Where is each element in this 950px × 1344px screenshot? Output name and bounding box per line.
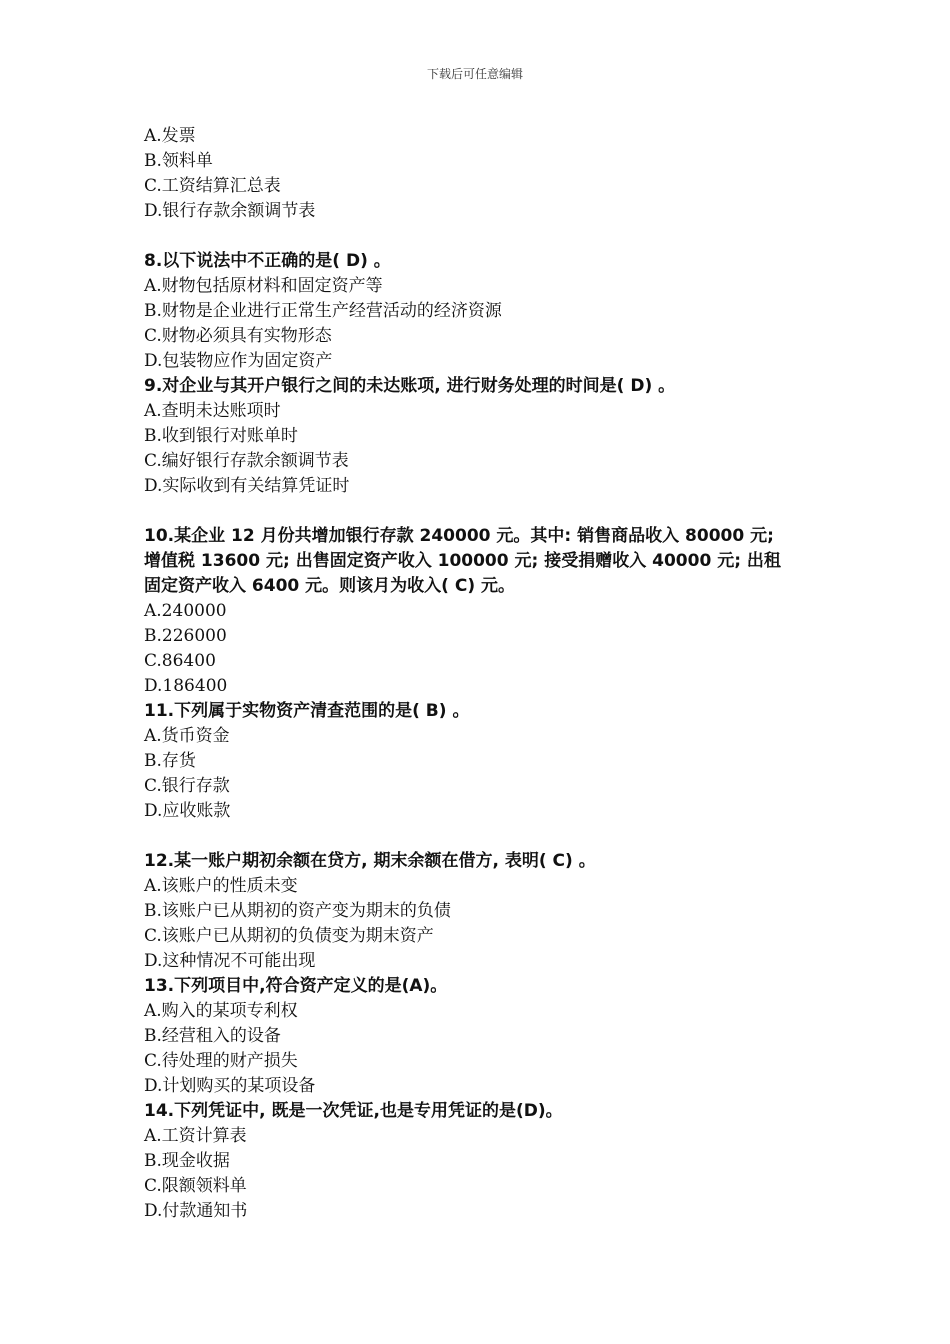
question-text: 9.对企业与其开户银行之间的未达账项, 进行财务处理的时间是( D) 。 bbox=[144, 376, 676, 396]
answer-option: B.领料单 bbox=[144, 151, 213, 171]
answer-option: C.限额领料单 bbox=[144, 1176, 247, 1196]
answer-option: A.购入的某项专利权 bbox=[144, 1001, 298, 1021]
answer-option: A.发票 bbox=[144, 126, 196, 146]
question-text: 固定资产收入 6400 元。则该月为收入( C) 元。 bbox=[144, 576, 516, 596]
answer-option: C.编好银行存款余额调节表 bbox=[144, 451, 349, 471]
spacer bbox=[144, 224, 824, 249]
document-body bbox=[144, 124, 824, 1224]
answer-option: B.现金收据 bbox=[144, 1151, 230, 1171]
answer-option: A.工资计算表 bbox=[144, 1126, 247, 1146]
question-block bbox=[144, 249, 824, 374]
question-block bbox=[144, 849, 824, 974]
answer-option: B.财物是企业进行正常生产经营活动的经济资源 bbox=[144, 301, 502, 321]
question-block bbox=[144, 374, 824, 499]
answer-option: A.货币资金 bbox=[144, 726, 230, 746]
answer-option: D.计划购买的某项设备 bbox=[144, 1076, 316, 1096]
spacer bbox=[144, 499, 824, 524]
answer-option: C.财物必须具有实物形态 bbox=[144, 326, 332, 346]
question-text: 11.下列属于实物资产清查范围的是( B) 。 bbox=[144, 701, 470, 721]
answer-option: C.86400 bbox=[144, 651, 216, 671]
question-block bbox=[144, 974, 824, 1099]
answer-option: A.财物包括原材料和固定资产等 bbox=[144, 276, 383, 296]
question-text: 增值税 13600 元; 出售固定资产收入 100000 元; 接受捐赠收入 40000 元; 出租 bbox=[144, 551, 781, 571]
question-text: 12.某一账户期初余额在贷方, 期末余额在借方, 表明( C) 。 bbox=[144, 851, 596, 871]
answer-option: A.该账户的性质未变 bbox=[144, 876, 298, 896]
option-list bbox=[144, 124, 824, 224]
answer-option: B.该账户已从期初的资产变为期末的负债 bbox=[144, 901, 451, 921]
answer-option: C.工资结算汇总表 bbox=[144, 176, 281, 196]
answer-option: B.存货 bbox=[144, 751, 196, 771]
question-text: 8.以下说法中不正确的是( D) 。 bbox=[144, 251, 391, 271]
answer-option: D.银行存款余额调节表 bbox=[144, 201, 316, 221]
answer-option: A.240000 bbox=[144, 601, 227, 621]
answer-option: A.查明未达账项时 bbox=[144, 401, 281, 421]
answer-option: D.付款通知书 bbox=[144, 1201, 248, 1221]
question-block bbox=[144, 1099, 824, 1224]
answer-option: C.待处理的财产损失 bbox=[144, 1051, 298, 1071]
question-text: 13.下列项目中,符合资产定义的是(A)。 bbox=[144, 976, 448, 996]
answer-option: B.经营租入的设备 bbox=[144, 1026, 281, 1046]
question-block bbox=[144, 699, 824, 824]
answer-option: D.包装物应作为固定资产 bbox=[144, 351, 333, 371]
question-block bbox=[144, 524, 824, 699]
answer-option: D.这种情况不可能出现 bbox=[144, 951, 316, 971]
page-header: 下载后可任意编辑 bbox=[426, 67, 523, 81]
answer-option: D.实际收到有关结算凭证时 bbox=[144, 476, 350, 496]
answer-option: D.186400 bbox=[144, 676, 228, 696]
answer-option: C.银行存款 bbox=[144, 776, 230, 796]
question-text: 10.某企业 12 月份共增加银行存款 240000 元。其中: 销售商品收入 80000 元; bbox=[144, 526, 774, 546]
question-text: 14.下列凭证中, 既是一次凭证,也是专用凭证的是(D)。 bbox=[144, 1101, 563, 1121]
spacer bbox=[144, 824, 824, 849]
answer-option: B.收到银行对账单时 bbox=[144, 426, 298, 446]
answer-option: C.该账户已从期初的负债变为期末资产 bbox=[144, 926, 434, 946]
answer-option: B.226000 bbox=[144, 626, 227, 646]
answer-option: D.应收账款 bbox=[144, 801, 231, 821]
